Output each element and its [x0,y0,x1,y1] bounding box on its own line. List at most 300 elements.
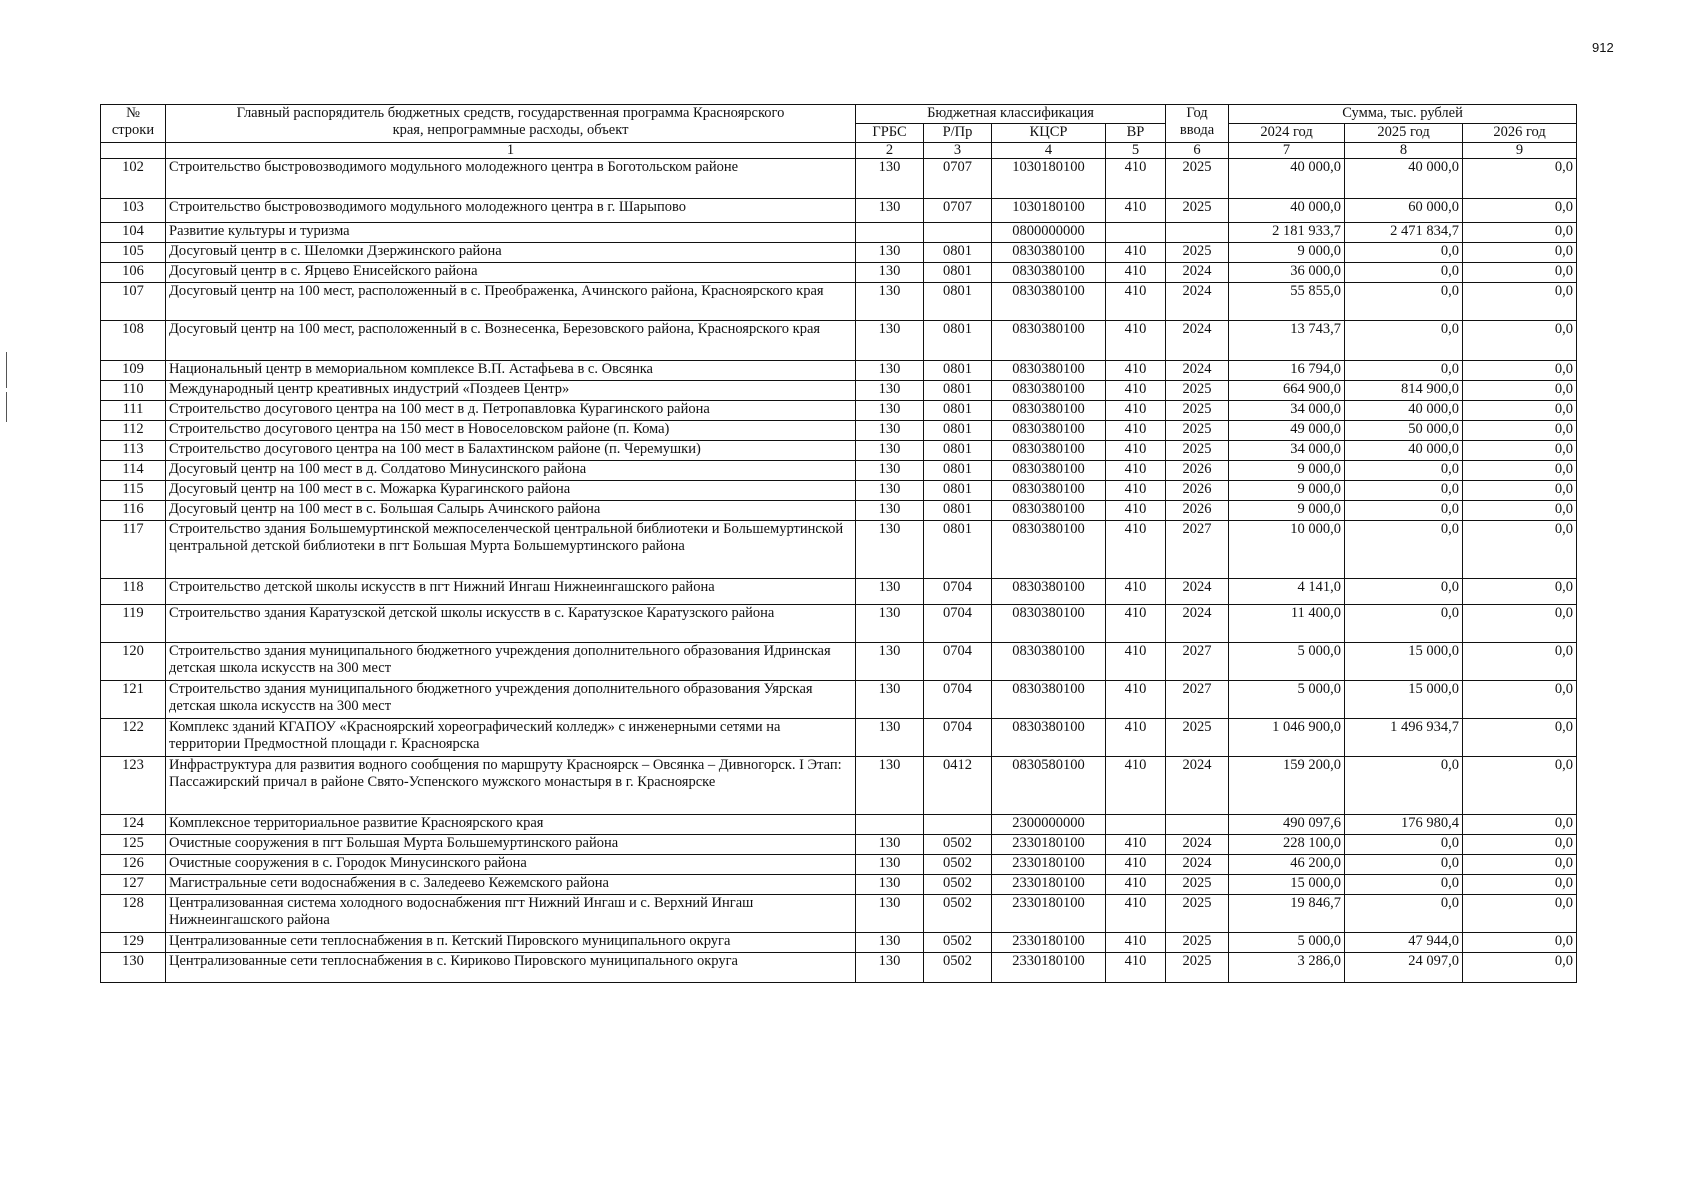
sum-2026: 0,0 [1463,643,1577,681]
rpr-code [924,815,992,835]
sum-2024: 10 000,0 [1229,521,1345,579]
sum-2024: 5 000,0 [1229,643,1345,681]
row-number: 126 [101,855,166,875]
vr-code: 410 [1106,481,1166,501]
commission-year: 2024 [1166,855,1229,875]
table-row [101,579,1577,605]
rpr-code: 0707 [924,159,992,199]
kcsr-code: 0800000000 [992,223,1106,243]
vr-code: 410 [1106,835,1166,855]
table-row [101,461,1577,481]
commission-year: 2025 [1166,401,1229,421]
header-sum: Сумма, тыс. рублей [1229,105,1577,124]
table-row [101,643,1577,681]
kcsr-code: 2330180100 [992,855,1106,875]
row-number: 108 [101,321,166,361]
grbs-code: 130 [856,875,924,895]
commission-year: 2024 [1166,579,1229,605]
table-row [101,835,1577,855]
row-number: 120 [101,643,166,681]
sum-2026: 0,0 [1463,481,1577,501]
kcsr-code: 0830380100 [992,681,1106,719]
kcsr-code: 2330180100 [992,875,1106,895]
sum-2024: 49 000,0 [1229,421,1345,441]
sum-2026: 0,0 [1463,501,1577,521]
commission-year: 2024 [1166,361,1229,381]
header-2024: 2024 год [1229,124,1345,143]
sum-2024: 4 141,0 [1229,579,1345,605]
header-name [166,105,856,143]
table-row [101,605,1577,643]
sum-2024: 11 400,0 [1229,605,1345,643]
grbs-code: 130 [856,199,924,223]
grbs-code: 130 [856,441,924,461]
sum-2025: 0,0 [1345,461,1463,481]
grbs-code: 130 [856,855,924,875]
rpr-code: 0502 [924,895,992,933]
header-kcsr: КЦСР [992,124,1106,143]
commission-year: 2025 [1166,243,1229,263]
object-name: Централизованная система холодного водоснабжения пгт Нижний Ингаш и с. Верхний Ингаш Нижнеингашского района [166,895,856,933]
kcsr-code: 0830380100 [992,719,1106,757]
kcsr-code: 0830380100 [992,361,1106,381]
sum-2025: 0,0 [1345,501,1463,521]
header-row-number-line2: строки [111,122,155,138]
rpr-code: 0502 [924,875,992,895]
row-number: 118 [101,579,166,605]
commission-year: 2027 [1166,643,1229,681]
sum-2026: 0,0 [1463,875,1577,895]
row-number: 125 [101,835,166,855]
object-name: Национальный центр в мемориальном комплексе В.П. Астафьева в с. Овсянка [166,361,856,381]
table-row [101,815,1577,835]
rpr-code: 0704 [924,579,992,605]
grbs-code: 130 [856,933,924,953]
sum-2026: 0,0 [1463,159,1577,199]
header-2025: 2025 год [1345,124,1463,143]
sum-2025: 40 000,0 [1345,159,1463,199]
grbs-code: 130 [856,757,924,815]
grbs-code [856,815,924,835]
rpr-code: 0704 [924,681,992,719]
row-number: 122 [101,719,166,757]
grbs-code: 130 [856,159,924,199]
grbs-code: 130 [856,243,924,263]
row-number: 112 [101,421,166,441]
sum-2026: 0,0 [1463,681,1577,719]
column-number: 1 [166,143,856,159]
row-number: 110 [101,381,166,401]
commission-year: 2024 [1166,263,1229,283]
object-name: Строительство быстровозводимого модульного молодежного центра в Боготольском районе [166,159,856,199]
kcsr-code: 0830380100 [992,401,1106,421]
object-name: Досуговый центр на 100 мест в с. Можарка Курагинского района [166,481,856,501]
rpr-code: 0801 [924,521,992,579]
sum-2024: 3 286,0 [1229,953,1345,983]
column-number [101,143,166,159]
sum-2024: 40 000,0 [1229,199,1345,223]
grbs-code: 130 [856,895,924,933]
rpr-code: 0801 [924,381,992,401]
sum-2026: 0,0 [1463,283,1577,321]
vr-code: 410 [1106,605,1166,643]
sum-2024: 2 181 933,7 [1229,223,1345,243]
vr-code: 410 [1106,933,1166,953]
table-row [101,953,1577,983]
sum-2025: 176 980,4 [1345,815,1463,835]
rpr-code: 0801 [924,263,992,283]
table-row [101,401,1577,421]
kcsr-code: 2330180100 [992,895,1106,933]
vr-code: 410 [1106,643,1166,681]
sum-2026: 0,0 [1463,953,1577,983]
vr-code: 410 [1106,199,1166,223]
sum-2024: 19 846,7 [1229,895,1345,933]
object-name: Строительство здания Каратузской детской школы искусств в с. Каратузское Каратузского района [166,605,856,643]
sum-2025: 0,0 [1345,855,1463,875]
kcsr-code: 0830380100 [992,605,1106,643]
rpr-code: 0412 [924,757,992,815]
row-number: 124 [101,815,166,835]
sum-2024: 228 100,0 [1229,835,1345,855]
sum-2026: 0,0 [1463,521,1577,579]
object-name: Досуговый центр в с. Ярцево Енисейского района [166,263,856,283]
header-year-line1: Год [1186,105,1208,121]
column-number: 8 [1345,143,1463,159]
budget-table [100,104,1577,983]
header-rpr: Р/Пр [924,124,992,143]
grbs-code [856,223,924,243]
table-row [101,159,1577,199]
commission-year: 2024 [1166,605,1229,643]
row-number: 117 [101,521,166,579]
sum-2025: 0,0 [1345,361,1463,381]
sum-2025: 0,0 [1345,835,1463,855]
rpr-code: 0502 [924,933,992,953]
sum-2026: 0,0 [1463,223,1577,243]
table-row [101,681,1577,719]
sum-2024: 5 000,0 [1229,933,1345,953]
sum-2024: 36 000,0 [1229,263,1345,283]
sum-2026: 0,0 [1463,243,1577,263]
commission-year: 2025 [1166,895,1229,933]
vr-code: 410 [1106,681,1166,719]
rpr-code: 0502 [924,953,992,983]
rpr-code: 0801 [924,461,992,481]
kcsr-code: 1030180100 [992,159,1106,199]
row-number: 129 [101,933,166,953]
vr-code: 410 [1106,757,1166,815]
table-row [101,521,1577,579]
object-name: Досуговый центр на 100 мест в д. Солдатово Минусинского района [166,461,856,481]
sum-2024: 9 000,0 [1229,481,1345,501]
object-name: Строительство быстровозводимого модульного молодежного центра в г. Шарыпово [166,199,856,223]
sum-2025: 0,0 [1345,875,1463,895]
commission-year: 2027 [1166,681,1229,719]
rpr-code: 0502 [924,835,992,855]
header-vr: ВР [1106,124,1166,143]
sum-2025: 15 000,0 [1345,681,1463,719]
commission-year: 2026 [1166,461,1229,481]
commission-year: 2024 [1166,321,1229,361]
object-name: Строительство здания муниципального бюджетного учреждения дополнительного образования Идринская детская школа искусств на 300 мест [166,643,856,681]
sum-2024: 9 000,0 [1229,243,1345,263]
header-row-number-line1: № [126,105,140,121]
row-number: 109 [101,361,166,381]
commission-year [1166,815,1229,835]
column-number: 9 [1463,143,1577,159]
kcsr-code: 0830380100 [992,421,1106,441]
commission-year: 2024 [1166,757,1229,815]
sum-2025: 0,0 [1345,579,1463,605]
header-2026: 2026 год [1463,124,1577,143]
object-name: Развитие культуры и туризма [166,223,856,243]
sum-2026: 0,0 [1463,815,1577,835]
kcsr-code: 2330180100 [992,933,1106,953]
table-row [101,361,1577,381]
object-name: Централизованные сети теплоснабжения в п. Кетский Пировского муниципального округа [166,933,856,953]
sum-2024: 40 000,0 [1229,159,1345,199]
column-number: 5 [1106,143,1166,159]
sum-2025: 50 000,0 [1345,421,1463,441]
page-number: 912 [1592,40,1614,55]
rpr-code: 0704 [924,643,992,681]
grbs-code: 130 [856,461,924,481]
grbs-code: 130 [856,381,924,401]
sum-2024: 5 000,0 [1229,681,1345,719]
commission-year: 2025 [1166,381,1229,401]
sum-2025: 24 097,0 [1345,953,1463,983]
vr-code: 410 [1106,521,1166,579]
kcsr-code: 0830380100 [992,321,1106,361]
kcsr-code: 0830380100 [992,243,1106,263]
sum-2025: 0,0 [1345,321,1463,361]
table-row [101,895,1577,933]
sum-2026: 0,0 [1463,199,1577,223]
object-name: Досуговый центр на 100 мест, расположенный в с. Преображенка, Ачинского района, Красноярского края [166,283,856,321]
grbs-code: 130 [856,481,924,501]
row-number: 121 [101,681,166,719]
row-number: 115 [101,481,166,501]
object-name: Строительство детской школы искусств в пгт Нижний Ингаш Нижнеингашского района [166,579,856,605]
table-row [101,757,1577,815]
object-name: Международный центр креативных индустрий «Поздеев Центр» [166,381,856,401]
commission-year [1166,223,1229,243]
sum-2024: 159 200,0 [1229,757,1345,815]
vr-code: 410 [1106,243,1166,263]
table-row [101,381,1577,401]
vr-code: 410 [1106,283,1166,321]
kcsr-code: 0830380100 [992,643,1106,681]
object-name: Очистные сооружения в с. Городок Минусинского района [166,855,856,875]
vr-code [1106,223,1166,243]
commission-year: 2025 [1166,719,1229,757]
vr-code: 410 [1106,263,1166,283]
header-row-number [101,105,166,143]
grbs-code: 130 [856,321,924,361]
sum-2024: 13 743,7 [1229,321,1345,361]
kcsr-code: 2330180100 [992,953,1106,983]
rpr-code [924,223,992,243]
header-grbs: ГРБС [856,124,924,143]
commission-year: 2024 [1166,283,1229,321]
sum-2025: 0,0 [1345,895,1463,933]
commission-year: 2026 [1166,501,1229,521]
table-row [101,441,1577,461]
sum-2025: 15 000,0 [1345,643,1463,681]
table-row [101,481,1577,501]
column-number: 6 [1166,143,1229,159]
rpr-code: 0707 [924,199,992,223]
vr-code [1106,815,1166,835]
sum-2024: 16 794,0 [1229,361,1345,381]
header-budget-classification: Бюджетная классификация [856,105,1166,124]
row-number: 107 [101,283,166,321]
table-row [101,719,1577,757]
sum-2025: 40 000,0 [1345,441,1463,461]
table-row [101,223,1577,243]
table-row [101,875,1577,895]
table-row [101,501,1577,521]
sum-2026: 0,0 [1463,605,1577,643]
vr-code: 410 [1106,361,1166,381]
row-number: 130 [101,953,166,983]
sum-2024: 9 000,0 [1229,461,1345,481]
vr-code: 410 [1106,421,1166,441]
vr-code: 410 [1106,579,1166,605]
column-number: 4 [992,143,1106,159]
sum-2025: 0,0 [1345,605,1463,643]
commission-year: 2024 [1166,835,1229,855]
sum-2026: 0,0 [1463,719,1577,757]
row-number: 102 [101,159,166,199]
grbs-code: 130 [856,421,924,441]
column-number: 2 [856,143,924,159]
row-number: 113 [101,441,166,461]
sum-2026: 0,0 [1463,361,1577,381]
vr-code: 410 [1106,953,1166,983]
vr-code: 410 [1106,501,1166,521]
table-row [101,263,1577,283]
sum-2026: 0,0 [1463,401,1577,421]
commission-year: 2025 [1166,875,1229,895]
sum-2024: 664 900,0 [1229,381,1345,401]
kcsr-code: 0830380100 [992,481,1106,501]
sum-2025: 0,0 [1345,283,1463,321]
row-number: 106 [101,263,166,283]
sum-2026: 0,0 [1463,933,1577,953]
table-row [101,243,1577,263]
sum-2026: 0,0 [1463,757,1577,815]
sum-2026: 0,0 [1463,579,1577,605]
rpr-code: 0502 [924,855,992,875]
vr-code: 410 [1106,875,1166,895]
sum-2024: 55 855,0 [1229,283,1345,321]
rpr-code: 0704 [924,719,992,757]
table-row [101,855,1577,875]
commission-year: 2025 [1166,441,1229,461]
sum-2025: 0,0 [1345,243,1463,263]
object-name: Строительство досугового центра на 100 мест в Балахтинском районе (п. Черемушки) [166,441,856,461]
commission-year: 2025 [1166,159,1229,199]
sum-2024: 34 000,0 [1229,401,1345,421]
rpr-code: 0801 [924,481,992,501]
object-name: Досуговый центр на 100 мест, расположенный в с. Вознесенка, Березовского района, Красноярского края [166,321,856,361]
rpr-code: 0801 [924,321,992,361]
sum-2024: 46 200,0 [1229,855,1345,875]
rpr-code: 0704 [924,605,992,643]
sum-2025: 0,0 [1345,263,1463,283]
object-name: Комплекс зданий КГАПОУ «Красноярский хореографический колледж» с инженерными сетями на территории Предмостной площади г. Красноярска [166,719,856,757]
sum-2025: 0,0 [1345,757,1463,815]
grbs-code: 130 [856,835,924,855]
margin-mark [6,352,7,388]
object-name: Магистральные сети водоснабжения в с. Заледеево Кежемского района [166,875,856,895]
row-number: 116 [101,501,166,521]
rpr-code: 0801 [924,361,992,381]
rpr-code: 0801 [924,501,992,521]
row-number: 119 [101,605,166,643]
object-name: Строительство досугового центра на 100 мест в д. Петропавловка Курагинского района [166,401,856,421]
grbs-code: 130 [856,401,924,421]
vr-code: 410 [1106,321,1166,361]
column-number: 3 [924,143,992,159]
sum-2026: 0,0 [1463,321,1577,361]
kcsr-code: 0830380100 [992,501,1106,521]
table-row [101,283,1577,321]
row-number: 111 [101,401,166,421]
kcsr-code: 1030180100 [992,199,1106,223]
table-row [101,933,1577,953]
column-number-row [101,143,1577,159]
vr-code: 410 [1106,401,1166,421]
grbs-code: 130 [856,643,924,681]
kcsr-code: 2300000000 [992,815,1106,835]
sum-2025: 814 900,0 [1345,381,1463,401]
grbs-code: 130 [856,263,924,283]
object-name: Инфраструктура для развития водного сообщения по маршруту Красноярск – Овсянка – Дивногорск. I Этап: Пассажирский причал в районе Свято-Успенского мужского монастыря в г. Красноярске [166,757,856,815]
sum-2025: 2 471 834,7 [1345,223,1463,243]
kcsr-code: 0830380100 [992,461,1106,481]
rpr-code: 0801 [924,243,992,263]
sum-2026: 0,0 [1463,381,1577,401]
object-name: Строительство досугового центра на 150 мест в Новоселовском районе (п. Кома) [166,421,856,441]
sum-2025: 47 944,0 [1345,933,1463,953]
sum-2026: 0,0 [1463,441,1577,461]
sum-2024: 490 097,6 [1229,815,1345,835]
header-year [1166,105,1229,143]
object-name: Комплексное территориальное развитие Красноярского края [166,815,856,835]
row-number: 114 [101,461,166,481]
margin-mark [6,392,7,422]
grbs-code: 130 [856,283,924,321]
vr-code: 410 [1106,895,1166,933]
vr-code: 410 [1106,441,1166,461]
object-name: Строительство здания Большемуртинской межпоселенческой центральной библиотеки и Большемуртинской центральной детской библиотеки в пгт Большая Мурта Большемуртинского района [166,521,856,579]
table-row [101,199,1577,223]
commission-year: 2026 [1166,481,1229,501]
sum-2025: 0,0 [1345,521,1463,579]
sum-2024: 1 046 900,0 [1229,719,1345,757]
column-number: 7 [1229,143,1345,159]
kcsr-code: 0830380100 [992,263,1106,283]
grbs-code: 130 [856,361,924,381]
grbs-code: 130 [856,501,924,521]
object-name: Досуговый центр на 100 мест в с. Большая Салырь Ачинского района [166,501,856,521]
row-number: 127 [101,875,166,895]
commission-year: 2025 [1166,421,1229,441]
sum-2025: 40 000,0 [1345,401,1463,421]
